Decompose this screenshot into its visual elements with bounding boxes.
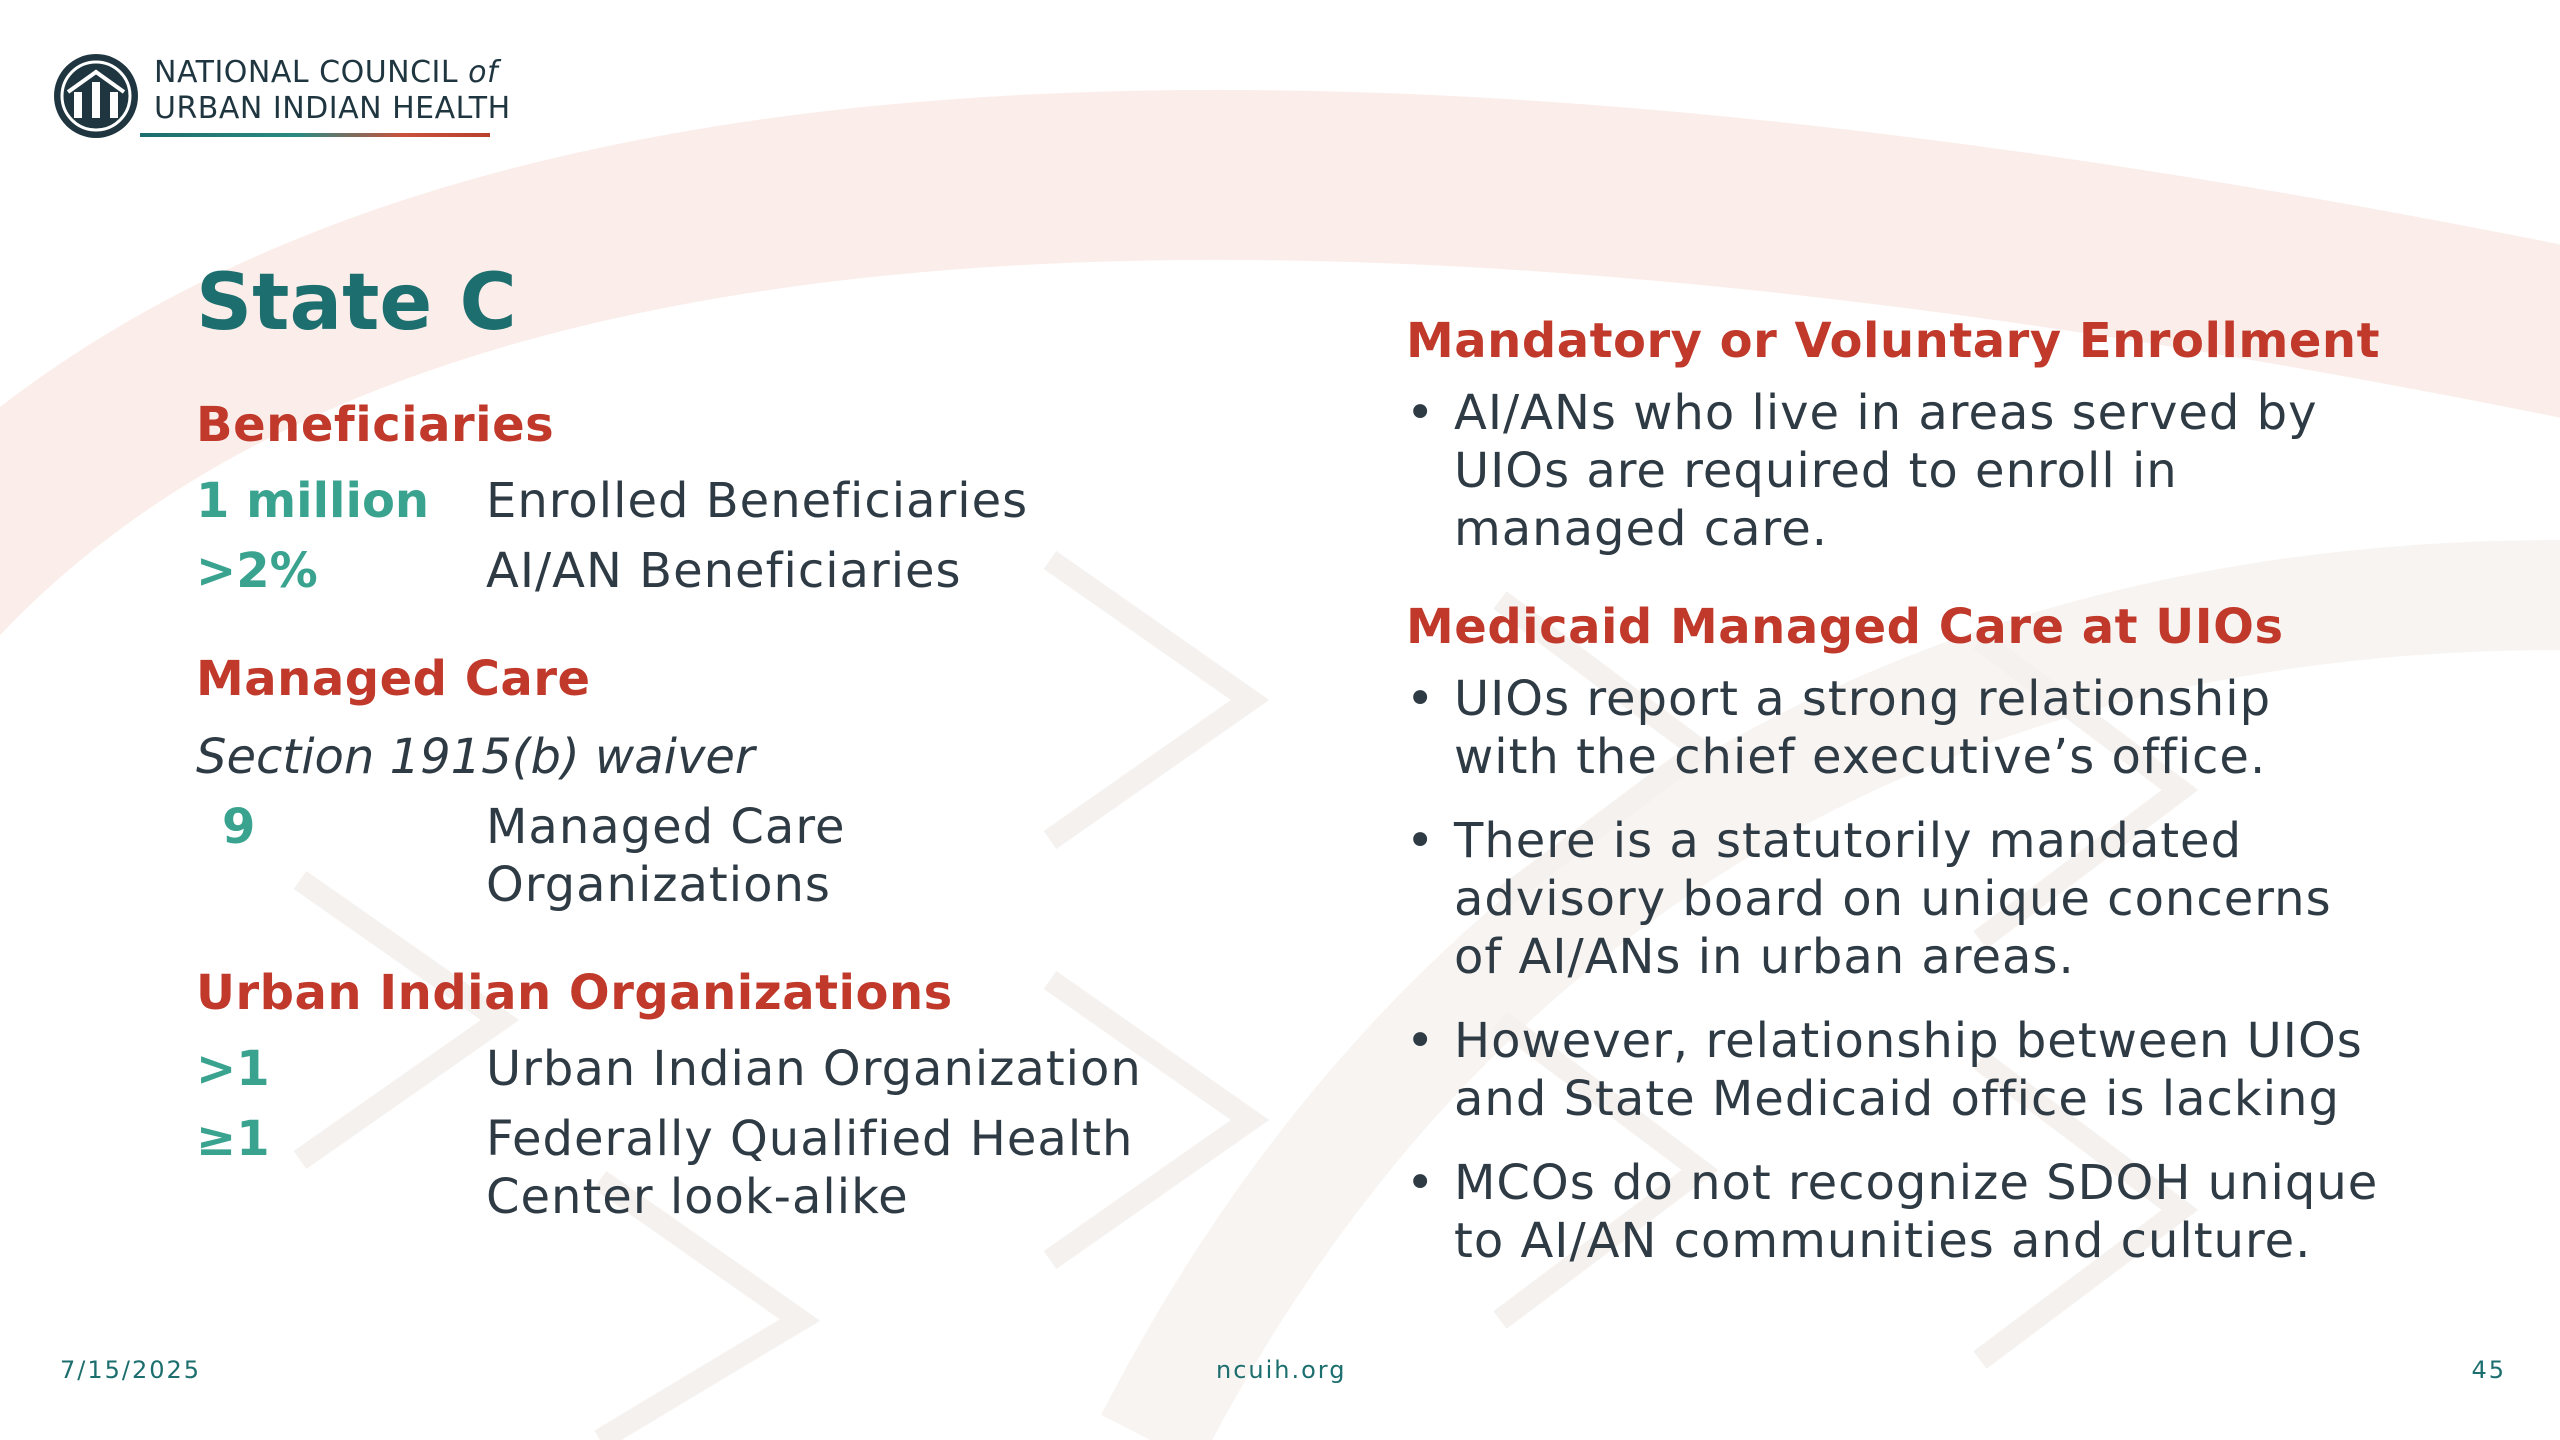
stat-label [486,798,846,914]
right-column [1406,306,2406,1296]
bullet-item: • There is a statutorily mandated advisory board on unique concerns of AI/ANs in urban areas. [1406,813,2332,985]
ncuih-seal-icon [52,52,140,140]
stat-number: >2% [196,543,318,599]
stat-number: >1 [196,1041,270,1097]
stat-label: Enrolled Beneficiaries [486,473,1029,529]
bullet-item: • However, relationship between UIOs and State Medicaid office is lacking [1406,1013,2363,1127]
enrollment-heading: Mandatory or Voluntary Enrollment [1406,313,2381,369]
managed-care-heading: Managed Care [196,651,591,707]
enrollment-bullets [1406,384,2406,558]
stat-label-line: Center look-alike [486,1169,909,1225]
stat-row-enrolled [196,472,1196,530]
stat-label-line: Federally Qualified Health [486,1111,1134,1167]
stat-row-fqhc [196,1110,1196,1226]
bullet-dot-icon: • [1406,813,1436,869]
stat-label: Urban Indian Organization [486,1041,1142,1097]
bullet-dot-icon: • [1406,671,1436,727]
stat-label-line: Managed Care [486,799,846,855]
stat-number: ≥1 [196,1111,270,1167]
bullet-dot-icon: • [1406,385,1436,441]
footer-site: ncuih.org [1216,1356,1347,1384]
logo-line1: NATIONAL COUNCIL [154,55,459,90]
uio-heading: Urban Indian Organizations [196,965,953,1021]
waiver-text: Section 1915(b) waiver [196,729,755,785]
logo-line2: URBAN INDIAN HEALTH [154,91,511,126]
footer-page-number: 45 [2471,1356,2506,1384]
stat-label: AI/AN Beneficiaries [486,543,962,599]
left-column [196,390,1196,1226]
footer-date: 7/15/2025 [60,1356,202,1384]
stat-row-mcos [196,798,1196,914]
logo-underline [140,133,490,137]
stat-number: 9 [222,799,256,855]
stat-label-line: Organizations [486,857,831,913]
bullet-dot-icon: • [1406,1013,1436,1069]
logo-wordmark [154,55,511,127]
bullet-item: • UIOs report a strong relationship with the chief executive’s office. [1406,671,2272,785]
ncuih-logo [52,52,511,140]
stat-label [486,1110,1133,1226]
mmc-heading: Medicaid Managed Care at UIOs [1406,599,2284,655]
stat-row-aian [196,542,1196,600]
bullet-item: • MCOs do not recognize SDOH unique to AI/AN communities and culture. [1406,1155,2379,1269]
stat-row-uio [196,1040,1196,1098]
bullet-item: • AI/ANs who live in areas served by UIOs are required to enroll in managed care. [1406,385,2318,557]
bullet-dot-icon: • [1406,1155,1436,1211]
slide-title: State C [196,258,517,348]
stat-number: 1 million [196,473,430,529]
logo-line1-of: of [468,55,499,90]
mmc-bullets [1406,670,2406,1270]
beneficiaries-heading: Beneficiaries [196,397,555,453]
